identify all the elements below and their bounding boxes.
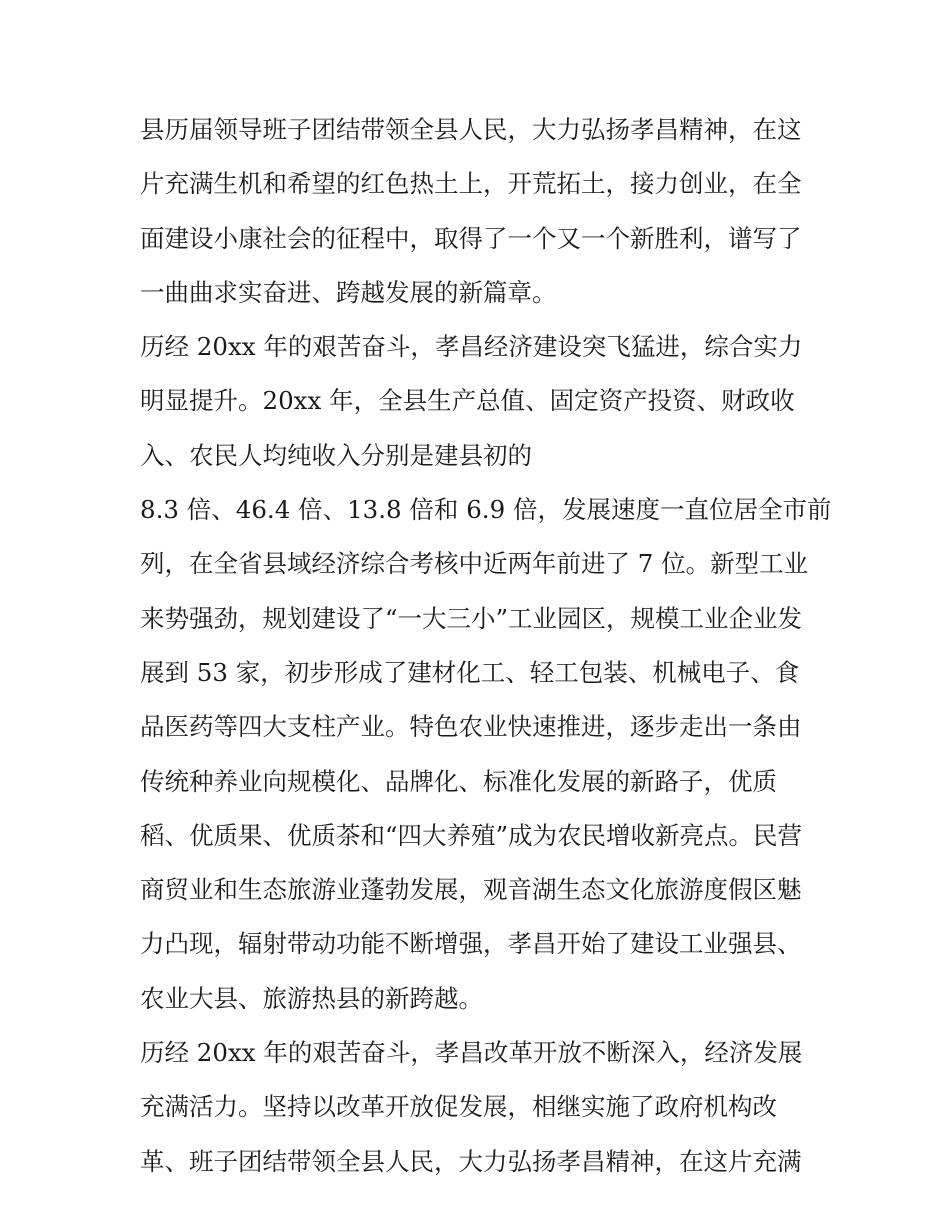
text-line: 县历届领导班子团结带领全县人民，大力弘扬孝昌精神，在这 bbox=[140, 115, 802, 144]
text-line: 历经 20xx 年的艰苦奋斗，孝昌改革开放不断深入，经济发展 bbox=[140, 1038, 803, 1068]
text-line: 品医药等四大支柱产业。特色农业快速推进，逐步走出一条由 bbox=[140, 712, 802, 742]
text-line: 展到 53 家，初步形成了建材化工、轻工包装、机械电子、食 bbox=[140, 657, 800, 687]
text-line: 商贸业和生态旅游业蓬勃发展，观音湖生态文化旅游度假区魅 bbox=[140, 875, 802, 905]
text-line: 稻、优质果、优质茶和“四大养殖”成为农民增收新亮点。民营 bbox=[140, 820, 803, 850]
text-line: 来势强劲，规划建设了“一大三小”工业园区，规模工业企业发 bbox=[140, 603, 803, 633]
text-line: 列，在全省县域经济综合考核中近两年前进了 7 位。新型工业 bbox=[140, 549, 809, 579]
text-line: 传统种养业向规模化、品牌化、标准化发展的新路子，优质 bbox=[140, 766, 777, 796]
text-line: 8.3 倍、46.4 倍、13.8 倍和 6.9 倍，发展速度一直位居全市前 bbox=[140, 495, 832, 525]
text-line: 革、班子团结带领全县人民，大力弘扬孝昌精神，在这片充满 bbox=[140, 1146, 802, 1176]
text-line: 充满活力。坚持以改革开放促发展，相继实施了政府机构改 bbox=[140, 1092, 777, 1122]
text-line: 力凸现，辐射带动功能不断增强，孝昌开始了建设工业强县、 bbox=[140, 929, 802, 959]
body-text bbox=[140, 103, 832, 1189]
text-line: 历经 20xx 年的艰苦奋斗，孝昌经济建设突飞猛进，综合实力 bbox=[140, 332, 803, 362]
text-line: 明显提升。20xx 年，全县生产总值、固定资产投资、财政收 bbox=[140, 386, 795, 416]
text-line: 面建设小康社会的征程中，取得了一个又一个新胜利，谱写了 bbox=[140, 223, 802, 253]
text-line: 农业大县、旅游热县的新跨越。 bbox=[140, 983, 483, 1013]
text-line: 入、农民人均纯收入分别是建县初的 bbox=[140, 440, 532, 470]
text-line: 片充满生机和希望的红色热土上，开荒拓土，接力创业，在全 bbox=[140, 169, 802, 199]
text-line: 一曲曲求实奋进、跨越发展的新篇章。 bbox=[140, 277, 557, 307]
